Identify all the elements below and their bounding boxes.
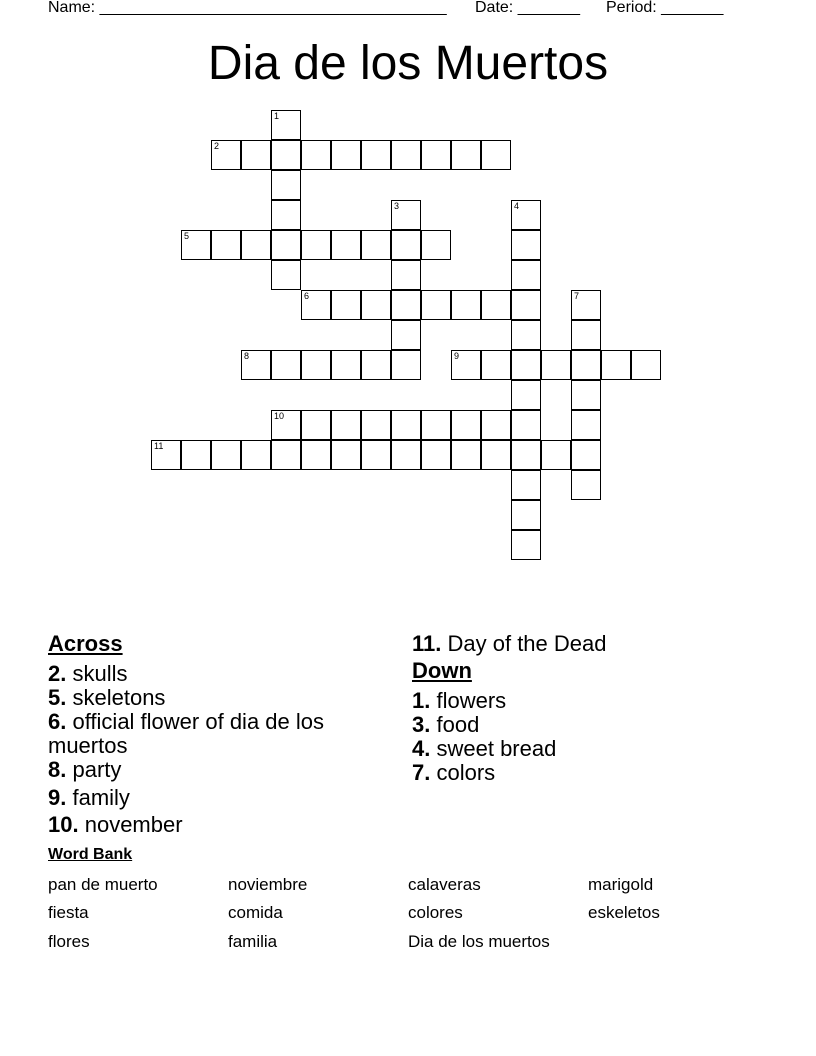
crossword-cell	[631, 350, 661, 380]
clue-across-10	[48, 813, 388, 837]
crossword-cell	[391, 140, 421, 170]
clue-down-7	[412, 761, 752, 785]
clue-number: 1.	[412, 688, 431, 713]
clue-text: november	[84, 812, 183, 837]
crossword-cell	[301, 350, 331, 380]
crossword-cell	[271, 230, 301, 260]
page-title: Dia de los Muertos	[207, 37, 609, 90]
cell-number: 1	[274, 111, 280, 121]
crossword-cell	[271, 410, 301, 440]
word-bank-item: noviembre	[228, 875, 308, 894]
clue-number: 11.	[412, 631, 442, 656]
crossword-cell	[241, 350, 271, 380]
crossword-cell	[511, 320, 541, 350]
clue-text: skulls	[72, 661, 128, 686]
crossword-cell	[481, 410, 511, 440]
clue-number: 5.	[48, 685, 67, 710]
clue-across-5	[48, 686, 388, 710]
crossword-cell	[151, 440, 181, 470]
clue-number: 4.	[412, 736, 431, 761]
down-heading: Down	[412, 658, 472, 683]
word-bank-item: familia	[228, 932, 278, 951]
clue-number: 10.	[48, 812, 79, 837]
clue-across-9	[48, 786, 388, 810]
crossword-cell	[511, 440, 541, 470]
crossword-cell	[511, 500, 541, 530]
crossword-cell	[421, 440, 451, 470]
clue-text: skeletons	[72, 685, 166, 710]
crossword-cell	[421, 410, 451, 440]
clue-number: 6.	[48, 709, 67, 734]
clue-text: food	[436, 712, 480, 737]
clue-down-3	[412, 713, 752, 737]
crossword-cell	[571, 410, 601, 440]
crossword-cell	[331, 230, 361, 260]
clue-across-11	[412, 632, 752, 656]
crossword-cell	[271, 140, 301, 170]
crossword-cell	[211, 140, 241, 170]
crossword-cell	[241, 140, 271, 170]
crossword-cell	[571, 290, 601, 320]
crossword-cell	[451, 140, 481, 170]
word-bank-item: flores	[48, 932, 90, 951]
cell-number: 2	[214, 141, 220, 151]
crossword-cell	[391, 440, 421, 470]
crossword-cell	[421, 230, 451, 260]
crossword-cell	[391, 410, 421, 440]
word-bank-item: calaveras	[408, 875, 481, 894]
clue-text: official flower of dia de los muertos	[48, 709, 324, 758]
crossword-cell	[361, 230, 391, 260]
crossword-cell	[391, 230, 421, 260]
cell-number: 4	[514, 201, 520, 211]
clue-number: 3.	[412, 712, 431, 737]
clue-number: 2.	[48, 661, 67, 686]
across-heading: Across	[48, 631, 123, 656]
period-field: Period: _______	[606, 0, 724, 16]
crossword-cell	[451, 440, 481, 470]
crossword-cell	[301, 440, 331, 470]
crossword-cell	[451, 410, 481, 440]
crossword-cell	[571, 320, 601, 350]
clue-text: flowers	[436, 688, 507, 713]
crossword-cell	[361, 410, 391, 440]
crossword-cell	[361, 290, 391, 320]
word-bank-item: eskeletos	[588, 903, 660, 922]
crossword-cell	[241, 230, 271, 260]
word-bank-item: comida	[228, 903, 283, 922]
cell-number: 7	[574, 291, 580, 301]
crossword-cell	[211, 440, 241, 470]
crossword-cell	[481, 350, 511, 380]
clue-across-6	[48, 710, 388, 758]
cell-number: 5	[184, 231, 190, 241]
crossword-cell	[511, 530, 541, 560]
cell-number: 9	[454, 351, 460, 361]
crossword-cell	[301, 140, 331, 170]
cell-number: 8	[244, 351, 250, 361]
name-field: Name: _______________________________________	[48, 0, 447, 16]
crossword-cell	[421, 140, 451, 170]
cell-number: 10	[274, 411, 285, 421]
crossword-cell	[511, 380, 541, 410]
crossword-cell	[301, 230, 331, 260]
clue-text: Day of the Dead	[447, 631, 607, 656]
crossword-cell	[361, 140, 391, 170]
clue-number: 7.	[412, 760, 431, 785]
word-bank-item: Dia de los muertos	[408, 932, 550, 951]
crossword-cell	[481, 440, 511, 470]
clue-down-4	[412, 737, 752, 761]
crossword-cell	[571, 470, 601, 500]
crossword-cell	[511, 200, 541, 230]
crossword-cell	[331, 290, 361, 320]
clue-down-1	[412, 689, 752, 713]
crossword-cell	[271, 260, 301, 290]
crossword-cell	[481, 290, 511, 320]
crossword-cell	[331, 350, 361, 380]
crossword-cell	[361, 350, 391, 380]
clue-number: 8.	[48, 757, 67, 782]
crossword-cell	[571, 440, 601, 470]
crossword-cell	[511, 470, 541, 500]
crossword-cell	[511, 290, 541, 320]
crossword-cell	[511, 230, 541, 260]
crossword-cell	[511, 350, 541, 380]
crossword-cell	[241, 440, 271, 470]
crossword-cell	[541, 440, 571, 470]
crossword-cell	[301, 410, 331, 440]
clue-text: family	[72, 785, 130, 810]
word-bank-item: marigold	[588, 875, 654, 894]
crossword-cell	[511, 410, 541, 440]
cell-number: 11	[154, 441, 164, 451]
crossword-cell	[451, 290, 481, 320]
crossword-cell	[391, 260, 421, 290]
crossword-cell	[271, 170, 301, 200]
date-field: Date: _______	[475, 0, 580, 16]
crossword-cell	[391, 290, 421, 320]
clue-number: 9.	[48, 785, 67, 810]
crossword-cell	[271, 110, 301, 140]
crossword-cell	[271, 440, 301, 470]
clue-across-8	[48, 758, 388, 782]
word-bank-item: pan de muerto	[48, 875, 158, 894]
word-bank-item: colores	[408, 903, 463, 922]
crossword-cell	[361, 440, 391, 470]
crossword-cell	[271, 200, 301, 230]
clue-across-2	[48, 662, 388, 686]
crossword-cell	[181, 440, 211, 470]
crossword-cell	[211, 230, 241, 260]
crossword-cell	[271, 350, 301, 380]
crossword-cell	[571, 350, 601, 380]
crossword-cell	[481, 140, 511, 170]
cell-number: 3	[394, 201, 400, 211]
crossword-cell	[451, 350, 481, 380]
clue-text: sweet bread	[436, 736, 557, 761]
crossword-cell	[421, 290, 451, 320]
crossword-cell	[391, 200, 421, 230]
crossword-cell	[391, 320, 421, 350]
cell-number: 6	[304, 291, 310, 301]
crossword-cell	[301, 290, 331, 320]
crossword-cell	[391, 350, 421, 380]
word-bank-item: fiesta	[48, 903, 89, 922]
crossword-cell	[331, 140, 361, 170]
crossword-cell	[541, 350, 571, 380]
crossword-cell	[331, 410, 361, 440]
crossword-cell	[601, 350, 631, 380]
crossword-cell	[181, 230, 211, 260]
crossword-cell	[511, 260, 541, 290]
crossword-cell	[571, 380, 601, 410]
word-bank-title: Word Bank	[48, 846, 133, 863]
clue-text: colors	[436, 760, 496, 785]
crossword-cell	[331, 440, 361, 470]
clue-text: party	[72, 757, 122, 782]
